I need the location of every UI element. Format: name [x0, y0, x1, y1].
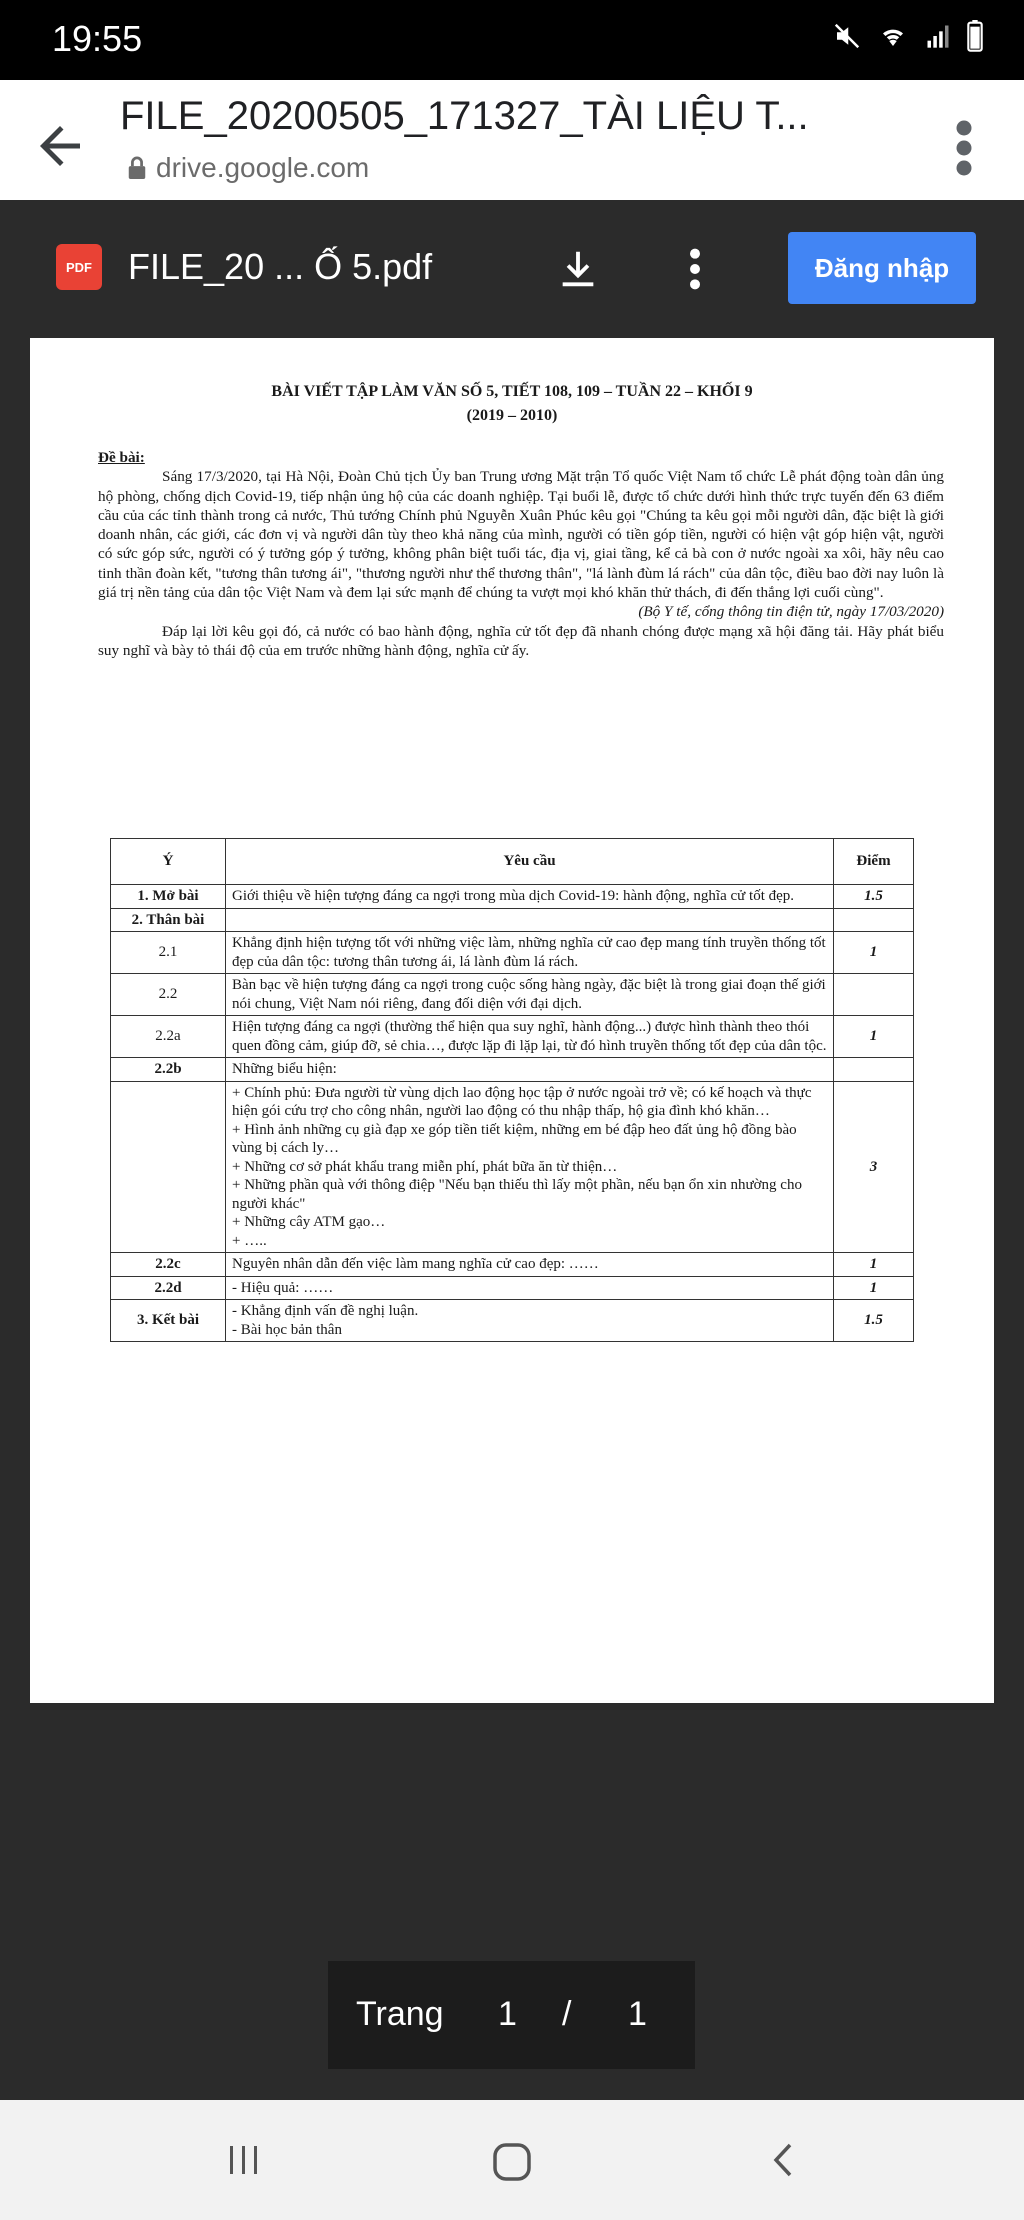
- table-row: [111, 1058, 914, 1082]
- table-cell: [111, 1081, 226, 1253]
- system-nav-bar: [0, 2100, 1024, 2220]
- table-row: [111, 1016, 914, 1058]
- document-title-line1: BÀI VIẾT TẬP LÀM VĂN SỐ 5, TIẾT 108, 109 – TUẦN 22 – KHỐI 9: [271, 383, 753, 400]
- battery-icon: [966, 20, 984, 52]
- table-row: [111, 974, 914, 1016]
- document-title-line2: (2019 – 2010): [466, 407, 558, 424]
- url-domain-row[interactable]: [126, 152, 369, 184]
- paragraph-1: Sáng 17/3/2020, tại Hà Nội, Đoàn Chủ tịch Ủy ban Trung ương Mặt trận Tổ quốc Việt Nam tổ chức Lễ phát động toàn dân ủng hộ phòng, chống dịch Covid-19, tiếp nhận ủng hộ của các doanh nghiệp. Tại buổi lễ, được tổ chức dưới hình thức trực tuyến đến 63 điểm cầu của các tỉnh thành trong cả nước, Thủ tướng Chính phủ Nguyễn Xuân Phúc kêu gọi "Chúng ta kêu gọi mỗi người dân, đặc biệt là giới doanh nhân, các giới, các đơn vị và người dân tùy theo khả năng của mình, người có tiền góp tiền, người có hiện vật góp hiện vật, người có sức góp sức, người có ý tưởng góp ý tưởng, không phân biệt tuổi tác, địa vị, giai tầng, kể cả bà con ở nước ngoài xa xôi, hãy nêu cao tinh thần đoàn kết, "tương thân tương ái", "thương người như thể thương thân", "lá lành đùm lá rách" của dân tộc, điều bao đời nay luôn là giá trị nền tảng của dân tộc Việt Nam và đem lại sức mạnh để chúng ta vượt mọi khó khăn thử thách, đi đến thắng lợi cuối cùng".: [98, 468, 944, 602]
- recent-apps-icon[interactable]: [224, 2140, 264, 2180]
- current-page: 1: [498, 1995, 517, 2033]
- page-separator: /: [562, 1995, 572, 2033]
- table-row: [111, 1081, 914, 1253]
- table-cell: 2. Thân bài: [111, 908, 226, 932]
- more-vert-icon[interactable]: [952, 118, 976, 178]
- viewer-toolbar: [0, 200, 1024, 338]
- status-time: 19:55: [52, 18, 143, 59]
- table-cell: 2.2a: [111, 1016, 226, 1058]
- signin-button[interactable]: Đăng nhập: [788, 232, 976, 304]
- table-cell: 2.2d: [111, 1276, 226, 1300]
- table-cell: 2.1: [111, 932, 226, 974]
- page-title: FILE_20200505_171327_TÀI LIỆU T...: [120, 94, 809, 138]
- table-cell: 3: [834, 1081, 914, 1253]
- table-row: [111, 1253, 914, 1277]
- table-cell: [834, 1058, 914, 1082]
- table-cell: [834, 974, 914, 1016]
- list-item: + Hình ảnh những cụ già đạp xe góp tiền tiết kiệm, những em bé đập heo đất ủng hộ đồng bào vùng bị cách ly…: [232, 1121, 797, 1156]
- table-header: Ý: [111, 839, 226, 885]
- table-row: [111, 1300, 914, 1342]
- signal-icon: [924, 21, 952, 51]
- list-item: - Bài học bản thân: [232, 1321, 342, 1338]
- list-item: + …..: [232, 1232, 267, 1249]
- document-body: [98, 448, 944, 660]
- browser-header: [0, 80, 1024, 200]
- table-cell: 2.2b: [111, 1058, 226, 1082]
- table-header: Yêu cầu: [226, 839, 834, 885]
- list-item: + Những phần quà với thông điệp "Nếu bạn thiếu thì lấy một phần, nếu bạn ổn xin nhường cho người khác": [232, 1177, 802, 1212]
- table-cell: [226, 908, 834, 932]
- arrow-back-icon[interactable]: [30, 116, 90, 176]
- table-cell: Những biểu hiện:: [226, 1058, 834, 1082]
- prompt-label: Đề bài:: [98, 449, 145, 466]
- table-cell: 1.5: [834, 1300, 914, 1342]
- table-header-row: [111, 839, 914, 885]
- table-cell: Bàn bạc về hiện tượng đáng ca ngợi trong cuộc sống hàng ngày, đặc biệt là trong giai đoạn thế giới nói chung, Việt Nam nói riêng, đang đối diện với đại dịch.: [226, 974, 834, 1016]
- table-cell: [226, 1081, 834, 1253]
- table-cell: - Hiệu quả: ……: [226, 1276, 834, 1300]
- document-title: [30, 380, 994, 428]
- list-item: + Chính phủ: Đưa người từ vùng dịch lao động học tập ở nước ngoài trở về; có kế hoạch và thực hiện gói cứu trợ cho công nhân, người lao động có thu nhập thấp, hộ gia đình khó khăn…: [232, 1084, 812, 1119]
- table-cell: 1: [834, 1276, 914, 1300]
- table-cell: 1: [834, 1016, 914, 1058]
- more-vert-icon[interactable]: [680, 246, 710, 292]
- page-label: Trang: [356, 1995, 444, 2033]
- file-name: FILE_20 ... Ố 5.pdf: [128, 246, 433, 287]
- lock-icon: [126, 155, 148, 181]
- table-cell: 1. Mở bài: [111, 885, 226, 909]
- table-cell: 1: [834, 932, 914, 974]
- table-header: Điểm: [834, 839, 914, 885]
- table-row: [111, 885, 914, 909]
- table-cell: 2.2c: [111, 1253, 226, 1277]
- table-cell: Giới thiệu về hiện tượng đáng ca ngợi trong mùa dịch Covid-19: hành động, nghĩa cử tốt đẹp.: [226, 885, 834, 909]
- paragraph-2: Đáp lại lời kêu gọi đó, cả nước có bao hành động, nghĩa cử tốt đẹp đã nhanh chóng được mạng xã hội đăng tải. Hãy phát biểu suy nghĩ và bày tỏ thái độ của em trước những hành động, nghĩa cử ấy.: [98, 622, 944, 659]
- table-row: [111, 932, 914, 974]
- list-item: + Những cây ATM gạo…: [232, 1214, 386, 1230]
- table-cell: 1.5: [834, 885, 914, 909]
- rubric-table: [110, 838, 914, 1342]
- table-cell: 3. Kết bài: [111, 1300, 226, 1342]
- mute-icon: [832, 21, 862, 51]
- pdf-file-icon: PDF: [56, 244, 102, 290]
- table-row: [111, 1276, 914, 1300]
- url-domain: drive.google.com: [156, 152, 370, 183]
- pdf-page: [30, 338, 994, 1703]
- table-cell: [226, 1300, 834, 1342]
- list-item: - Khẳng định vấn đề nghị luận.: [232, 1303, 419, 1319]
- wifi-icon: [876, 21, 910, 51]
- table-cell: [834, 908, 914, 932]
- total-pages: 1: [628, 1995, 647, 2033]
- table-cell: Hiện tượng đáng ca ngợi (thường thể hiện qua suy nghĩ, hành động...) được hình thành theo thói quen đồng cảm, giúp đỡ, sẻ chia…, được lặp đi lặp lại, từ đó hình truyền thống tốt đẹp của dân tộc.: [226, 1016, 834, 1058]
- list-item: + Những cơ sở phát khẩu trang miễn phí, phát bữa ăn từ thiện…: [232, 1158, 618, 1175]
- table-cell: Nguyên nhân dẫn đến việc làm mang nghĩa cử cao đẹp: ……: [226, 1253, 834, 1277]
- table-row: [111, 908, 914, 932]
- download-icon[interactable]: [555, 246, 601, 292]
- source-citation: (Bộ Y tế, cổng thông tin điện tử, ngày 17/03/2020): [638, 603, 944, 621]
- table-cell: 1: [834, 1253, 914, 1277]
- back-icon[interactable]: [764, 2140, 804, 2180]
- page-indicator: [328, 1961, 695, 2069]
- status-icons: [832, 20, 984, 52]
- table-cell: Khẳng định hiện tượng tốt với những việc làm, những nghĩa cử cao đẹp mang tính truyền thống tốt đẹp của dân tộc: tương thân tương ái, lá lành đùm lá rách.: [226, 932, 834, 974]
- status-bar: [0, 0, 1024, 80]
- table-cell: 2.2: [111, 974, 226, 1016]
- home-icon[interactable]: [490, 2140, 534, 2184]
